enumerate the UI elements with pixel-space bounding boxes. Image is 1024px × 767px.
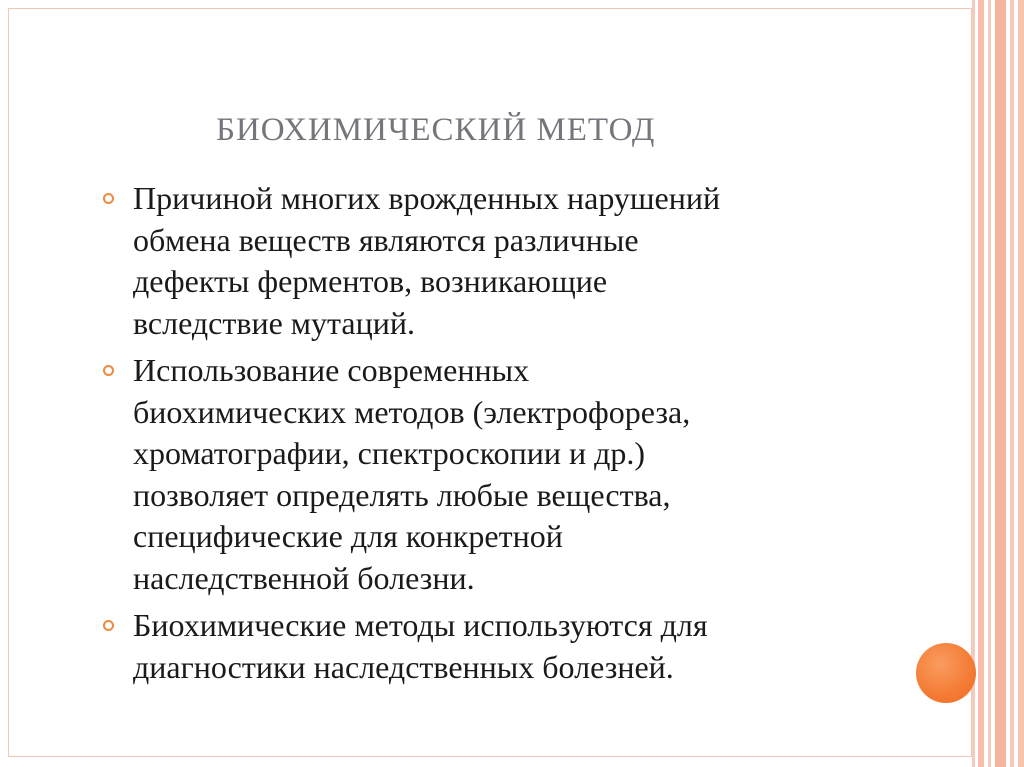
ring-bullet-icon [103,193,114,204]
bullet-line: Причиной многих врожденных нарушений [133,180,721,216]
bullet-line: диагностики наследственных болезней. [133,648,674,685]
decorative-stripes [972,0,1024,767]
stripe [1010,0,1014,767]
orange-circle-icon [916,643,976,703]
bullet-list [100,178,900,694]
bullet-item [100,178,900,344]
ring-bullet-icon [103,620,114,631]
bullet-line: вследствие мутаций. [133,304,415,341]
bullet-text [133,178,900,344]
bullet-line: биохимических методов (электрофореза, [133,393,691,430]
bullet-line: специфические для конкретной [133,518,563,554]
stripe [978,0,984,767]
stripe [1018,0,1024,767]
stripe [988,0,991,767]
bullet-item [100,350,900,599]
bullet-line: наследственной болезни. [133,559,475,596]
stripe [972,0,975,767]
bullet-line: позволяет определять любые вещества, [133,476,671,513]
bullet-item [100,605,900,688]
bullet-line: Использование современных [133,352,530,388]
bullet-line: обмена веществ являются различные [133,221,639,258]
bullet-line: Биохимические методы используются для [133,607,708,643]
bullet-text [133,605,900,688]
bullet-line: дефекты ферментов, возникающие [133,263,608,299]
ring-bullet-icon [103,365,114,376]
bullet-text [133,350,900,599]
bullet-line: хроматографии, спектроскопии и др.) [133,435,646,471]
slide-title: БИОХИМИЧЕСКИЙ МЕТОД [216,112,656,148]
stripe [995,0,1006,767]
